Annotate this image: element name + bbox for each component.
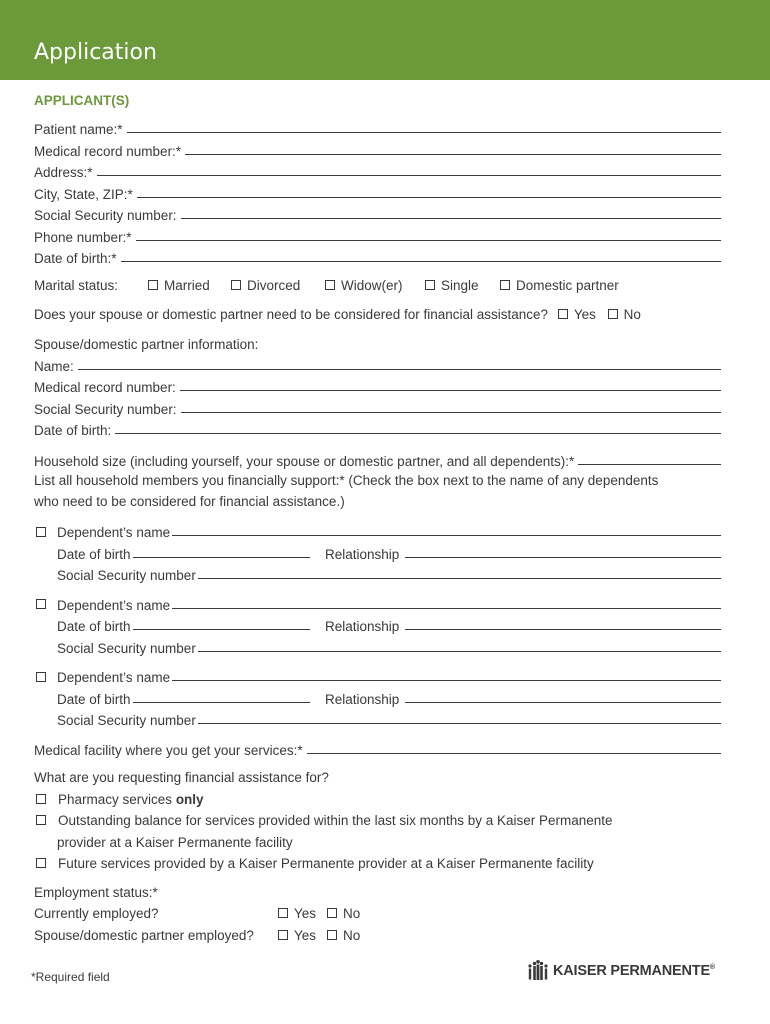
option-label: No bbox=[343, 928, 361, 943]
fill-line[interactable] bbox=[78, 368, 721, 370]
spouse-question-text: Does your spouse or domestic partner need to be considered for financial assistance? bbox=[34, 307, 549, 322]
checkbox[interactable] bbox=[608, 309, 618, 319]
checkbox[interactable] bbox=[36, 672, 46, 682]
field-label: Medical facility where you get your services:* bbox=[34, 743, 303, 758]
dependent-1-name-field[interactable] bbox=[57, 521, 721, 540]
logo-wordmark: KAISER PERMANENTE bbox=[553, 963, 710, 979]
field-label: Social Security number bbox=[57, 641, 196, 656]
option-label: Yes bbox=[573, 307, 596, 322]
fill-line[interactable] bbox=[172, 607, 721, 609]
dependent-2-checkbox-wrap[interactable] bbox=[36, 597, 52, 612]
option-label-emphasis: only bbox=[175, 792, 204, 807]
request-question: What are you requesting financial assistance for? bbox=[34, 770, 329, 785]
kp-people-icon bbox=[526, 960, 550, 982]
spouse-yes-option[interactable] bbox=[558, 307, 596, 322]
checkbox[interactable] bbox=[558, 309, 568, 319]
field-label: Household size (including yourself, your spouse or domestic partner, and all dependents):* bbox=[34, 454, 575, 469]
fill-line[interactable] bbox=[405, 701, 721, 703]
checkbox[interactable] bbox=[425, 280, 435, 290]
currently-employed-yes[interactable] bbox=[278, 906, 316, 921]
field-label: Medical record number: bbox=[34, 380, 176, 395]
spouse-mrn-field[interactable] bbox=[34, 376, 721, 395]
currently-employed-label: Currently employed? bbox=[34, 906, 159, 921]
option-label: Divorced bbox=[247, 278, 301, 293]
fill-line[interactable] bbox=[133, 701, 310, 703]
marital-option-divorced[interactable] bbox=[231, 278, 300, 293]
patient-name-field[interactable] bbox=[34, 118, 721, 137]
fill-line[interactable] bbox=[185, 153, 721, 155]
field-label: Relationship bbox=[325, 547, 400, 562]
checkbox[interactable] bbox=[500, 280, 510, 290]
fill-line[interactable] bbox=[307, 752, 721, 754]
field-label: Date of birth:* bbox=[34, 251, 117, 266]
fill-line[interactable] bbox=[181, 411, 721, 413]
field-label: Phone number:* bbox=[34, 230, 132, 245]
checkbox[interactable] bbox=[148, 280, 158, 290]
fill-line[interactable] bbox=[181, 217, 721, 219]
fill-line[interactable] bbox=[121, 260, 721, 262]
field-label: Medical record number:* bbox=[34, 144, 182, 159]
option-label: Outstanding balance for services provided within the last six months by a Kaiser Permanente bbox=[58, 813, 613, 828]
fill-line[interactable] bbox=[172, 534, 721, 536]
household-list-line2: who need to be considered for financial assistance.) bbox=[34, 494, 345, 509]
logo-text bbox=[553, 963, 715, 979]
fill-line[interactable] bbox=[180, 389, 721, 391]
marital-status-label: Marital status: bbox=[34, 278, 119, 293]
request-option-outstanding[interactable] bbox=[36, 813, 613, 828]
header-bar bbox=[0, 0, 770, 80]
request-option-pharmacy[interactable] bbox=[36, 792, 204, 807]
field-label: Dependent’s name bbox=[57, 670, 171, 685]
option-label: Yes bbox=[294, 928, 317, 943]
field-label: Relationship bbox=[325, 692, 400, 707]
registered-mark: ® bbox=[709, 964, 715, 972]
field-label: City, State, ZIP:* bbox=[34, 187, 133, 202]
field-label: Dependent’s name bbox=[57, 598, 171, 613]
field-label: Date of birth: bbox=[34, 423, 112, 438]
marital-option-widower[interactable] bbox=[325, 278, 403, 293]
address-field[interactable] bbox=[34, 161, 721, 180]
dependent-2-dob-field[interactable] bbox=[57, 615, 310, 634]
spouse-employed-no[interactable] bbox=[327, 928, 360, 943]
field-label: Name: bbox=[34, 359, 74, 374]
fill-line[interactable] bbox=[133, 556, 310, 558]
fill-line[interactable] bbox=[198, 722, 721, 724]
checkbox[interactable] bbox=[327, 930, 337, 940]
page-title: Application bbox=[34, 40, 157, 65]
currently-employed-no[interactable] bbox=[327, 906, 360, 921]
spouse-name-field[interactable] bbox=[34, 355, 721, 374]
dependent-2-ssn-field[interactable] bbox=[57, 637, 721, 656]
spouse-employed-yes[interactable] bbox=[278, 928, 316, 943]
dependent-1-ssn-field[interactable] bbox=[57, 564, 721, 583]
medical-facility-field[interactable] bbox=[34, 739, 721, 758]
dependent-3-name-field[interactable] bbox=[57, 666, 721, 685]
date-of-birth-field[interactable] bbox=[34, 247, 721, 266]
checkbox[interactable] bbox=[36, 858, 46, 868]
checkbox[interactable] bbox=[36, 794, 46, 804]
spouse-ssn-field[interactable] bbox=[34, 398, 721, 417]
spouse-dob-field[interactable] bbox=[34, 419, 721, 438]
city-state-zip-field[interactable] bbox=[34, 183, 721, 202]
field-label: Address:* bbox=[34, 165, 93, 180]
fill-line[interactable] bbox=[578, 463, 721, 465]
dependent-3-checkbox-wrap[interactable] bbox=[36, 670, 52, 685]
medical-record-number-field[interactable] bbox=[34, 140, 721, 159]
fill-line[interactable] bbox=[136, 239, 721, 241]
option-label: Single bbox=[441, 278, 479, 293]
dependent-2-relationship-field[interactable] bbox=[325, 615, 721, 634]
dependent-2-name-field[interactable] bbox=[57, 594, 721, 613]
checkbox[interactable] bbox=[36, 815, 46, 825]
fill-line[interactable] bbox=[137, 196, 721, 198]
checkbox[interactable] bbox=[36, 527, 46, 537]
request-option-future[interactable] bbox=[36, 856, 594, 871]
field-label: Patient name:* bbox=[34, 122, 123, 137]
option-label: No bbox=[343, 906, 361, 921]
marital-option-domestic-partner[interactable] bbox=[500, 278, 619, 293]
option-label: Future services provided by a Kaiser Permanente provider at a Kaiser Permanente facility bbox=[58, 856, 594, 871]
spouse-employed-label: Spouse/domestic partner employed? bbox=[34, 928, 254, 943]
field-label: Social Security number bbox=[57, 713, 196, 728]
spouse-info-heading: Spouse/domestic partner information: bbox=[34, 337, 259, 352]
field-label: Date of birth bbox=[57, 692, 131, 707]
marital-option-married[interactable] bbox=[148, 278, 210, 293]
field-label: Social Security number: bbox=[34, 402, 177, 417]
dependent-1-checkbox-wrap[interactable] bbox=[36, 525, 52, 540]
field-label: Date of birth bbox=[57, 547, 131, 562]
dependent-3-relationship-field[interactable] bbox=[325, 688, 721, 707]
section-title: APPLICANT(S) bbox=[34, 93, 130, 108]
phone-number-field[interactable] bbox=[34, 226, 721, 245]
dependent-3-ssn-field[interactable] bbox=[57, 709, 721, 728]
field-label: Social Security number: bbox=[34, 208, 177, 223]
checkbox[interactable] bbox=[36, 599, 46, 609]
request-option-outstanding-line2: provider at a Kaiser Permanente facility bbox=[57, 835, 293, 850]
fill-line[interactable] bbox=[198, 650, 721, 652]
field-label: Dependent’s name bbox=[57, 525, 171, 540]
option-label: Widow(er) bbox=[341, 278, 403, 293]
household-list-line1: List all household members you financially support:* (Check the box next to the name of any dependents bbox=[34, 473, 659, 488]
spouse-question bbox=[34, 307, 641, 322]
field-label: Date of birth bbox=[57, 619, 131, 634]
fill-line[interactable] bbox=[97, 174, 721, 176]
field-label: Relationship bbox=[325, 619, 400, 634]
employment-heading: Employment status:* bbox=[34, 885, 158, 900]
checkbox[interactable] bbox=[325, 280, 335, 290]
spouse-no-option[interactable] bbox=[608, 307, 641, 322]
option-label: Married bbox=[164, 278, 210, 293]
required-field-note: *Required field bbox=[31, 970, 110, 984]
option-label: Yes bbox=[294, 906, 317, 921]
marital-option-single[interactable] bbox=[425, 278, 479, 293]
dependent-1-relationship-field[interactable] bbox=[325, 543, 721, 562]
option-label: No bbox=[623, 307, 641, 322]
ssn-field[interactable] bbox=[34, 204, 721, 223]
kaiser-permanente-logo bbox=[526, 960, 715, 982]
dependent-1-dob-field[interactable] bbox=[57, 543, 310, 562]
dependent-3-dob-field[interactable] bbox=[57, 688, 310, 707]
checkbox[interactable] bbox=[327, 908, 337, 918]
checkbox[interactable] bbox=[231, 280, 241, 290]
checkbox[interactable] bbox=[278, 908, 288, 918]
checkbox[interactable] bbox=[278, 930, 288, 940]
option-label: Pharmacy services bbox=[58, 792, 173, 807]
fill-line[interactable] bbox=[405, 556, 721, 558]
field-label: Social Security number bbox=[57, 568, 196, 583]
household-size-field[interactable] bbox=[34, 450, 721, 469]
fill-line[interactable] bbox=[172, 679, 721, 681]
option-label: Domestic partner bbox=[516, 278, 619, 293]
fill-line[interactable] bbox=[405, 628, 721, 630]
fill-line[interactable] bbox=[127, 131, 721, 133]
fill-line[interactable] bbox=[133, 628, 310, 630]
fill-line[interactable] bbox=[198, 577, 721, 579]
fill-line[interactable] bbox=[115, 432, 721, 434]
